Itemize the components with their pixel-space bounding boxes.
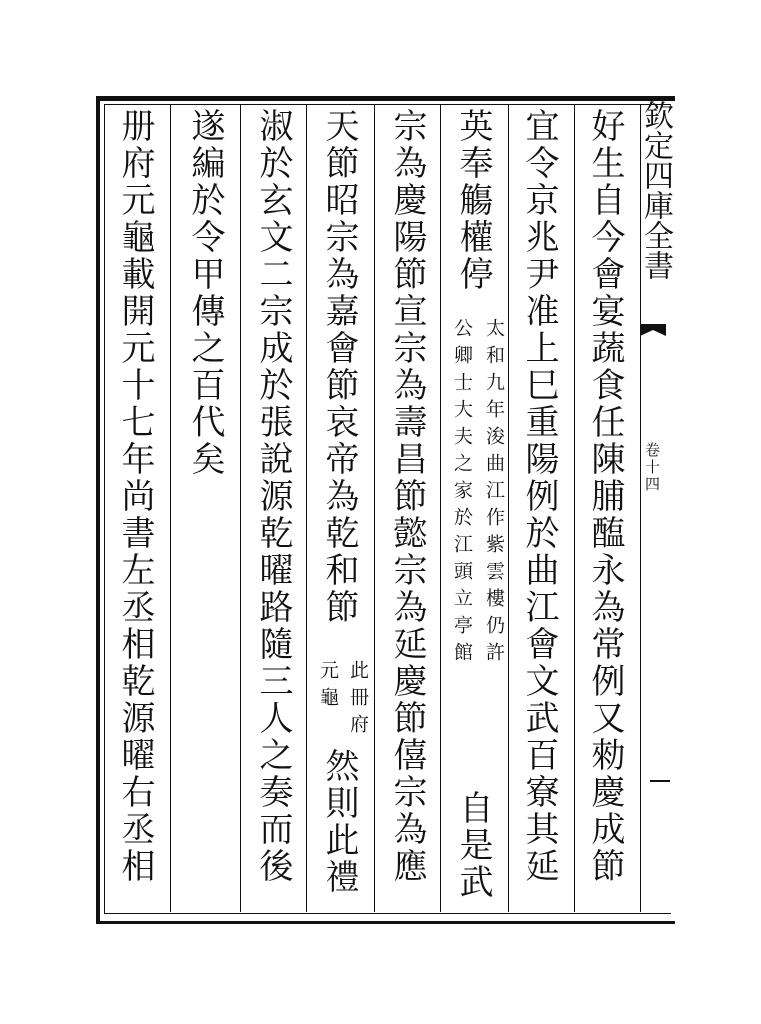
annotation-column-5-left: 元龜 (317, 660, 339, 714)
column-divider (170, 104, 171, 912)
annotation-column-3-right: 太和九年浚曲江作紫雲樓仍許 (483, 318, 505, 669)
column-divider (306, 104, 307, 912)
annotation-column-3-left: 公卿士大夫之家於江頭立亭館 (451, 318, 473, 669)
text-column-1: 好生自今會宴蔬食任陳脯醢永為常例又勑慶成節 (585, 108, 625, 885)
text-column-5-top: 天節昭宗為嘉會節哀帝為乾和節 (319, 108, 359, 626)
text-column-5-bottom: 然則此禮 (319, 748, 359, 896)
column-divider (508, 104, 509, 912)
text-column-3-bottom: 自是武 (453, 790, 493, 901)
text-column-3-top: 英奉觴權停 (453, 108, 493, 293)
margin-mark (650, 780, 670, 788)
column-divider (240, 104, 241, 912)
text-column-4: 宗為慶陽節宣宗為壽昌節懿宗為延慶節僖宗為應 (387, 108, 427, 885)
book-title: 欽定四庫全書 (638, 100, 673, 280)
column-divider (440, 104, 441, 912)
volume-label: 卷十四 (643, 442, 661, 493)
column-divider (374, 104, 375, 912)
annotation-column-5-right: 此冊府 (347, 660, 369, 741)
text-column-8: 册府元龜載開元十七年尚書左丞相乾源曜右丞相 (115, 108, 155, 885)
column-divider (574, 104, 575, 912)
fishtail-ornament (638, 322, 668, 338)
text-column-2: 宜令京兆尹准上巳重陽例於曲江會文武百寮其延 (519, 108, 559, 885)
text-column-6: 淑於玄文二宗成於張說源乾曜路隨三人之奏而後 (253, 108, 293, 885)
text-column-7: 遂編於令甲傳之百代矣 (185, 108, 225, 478)
